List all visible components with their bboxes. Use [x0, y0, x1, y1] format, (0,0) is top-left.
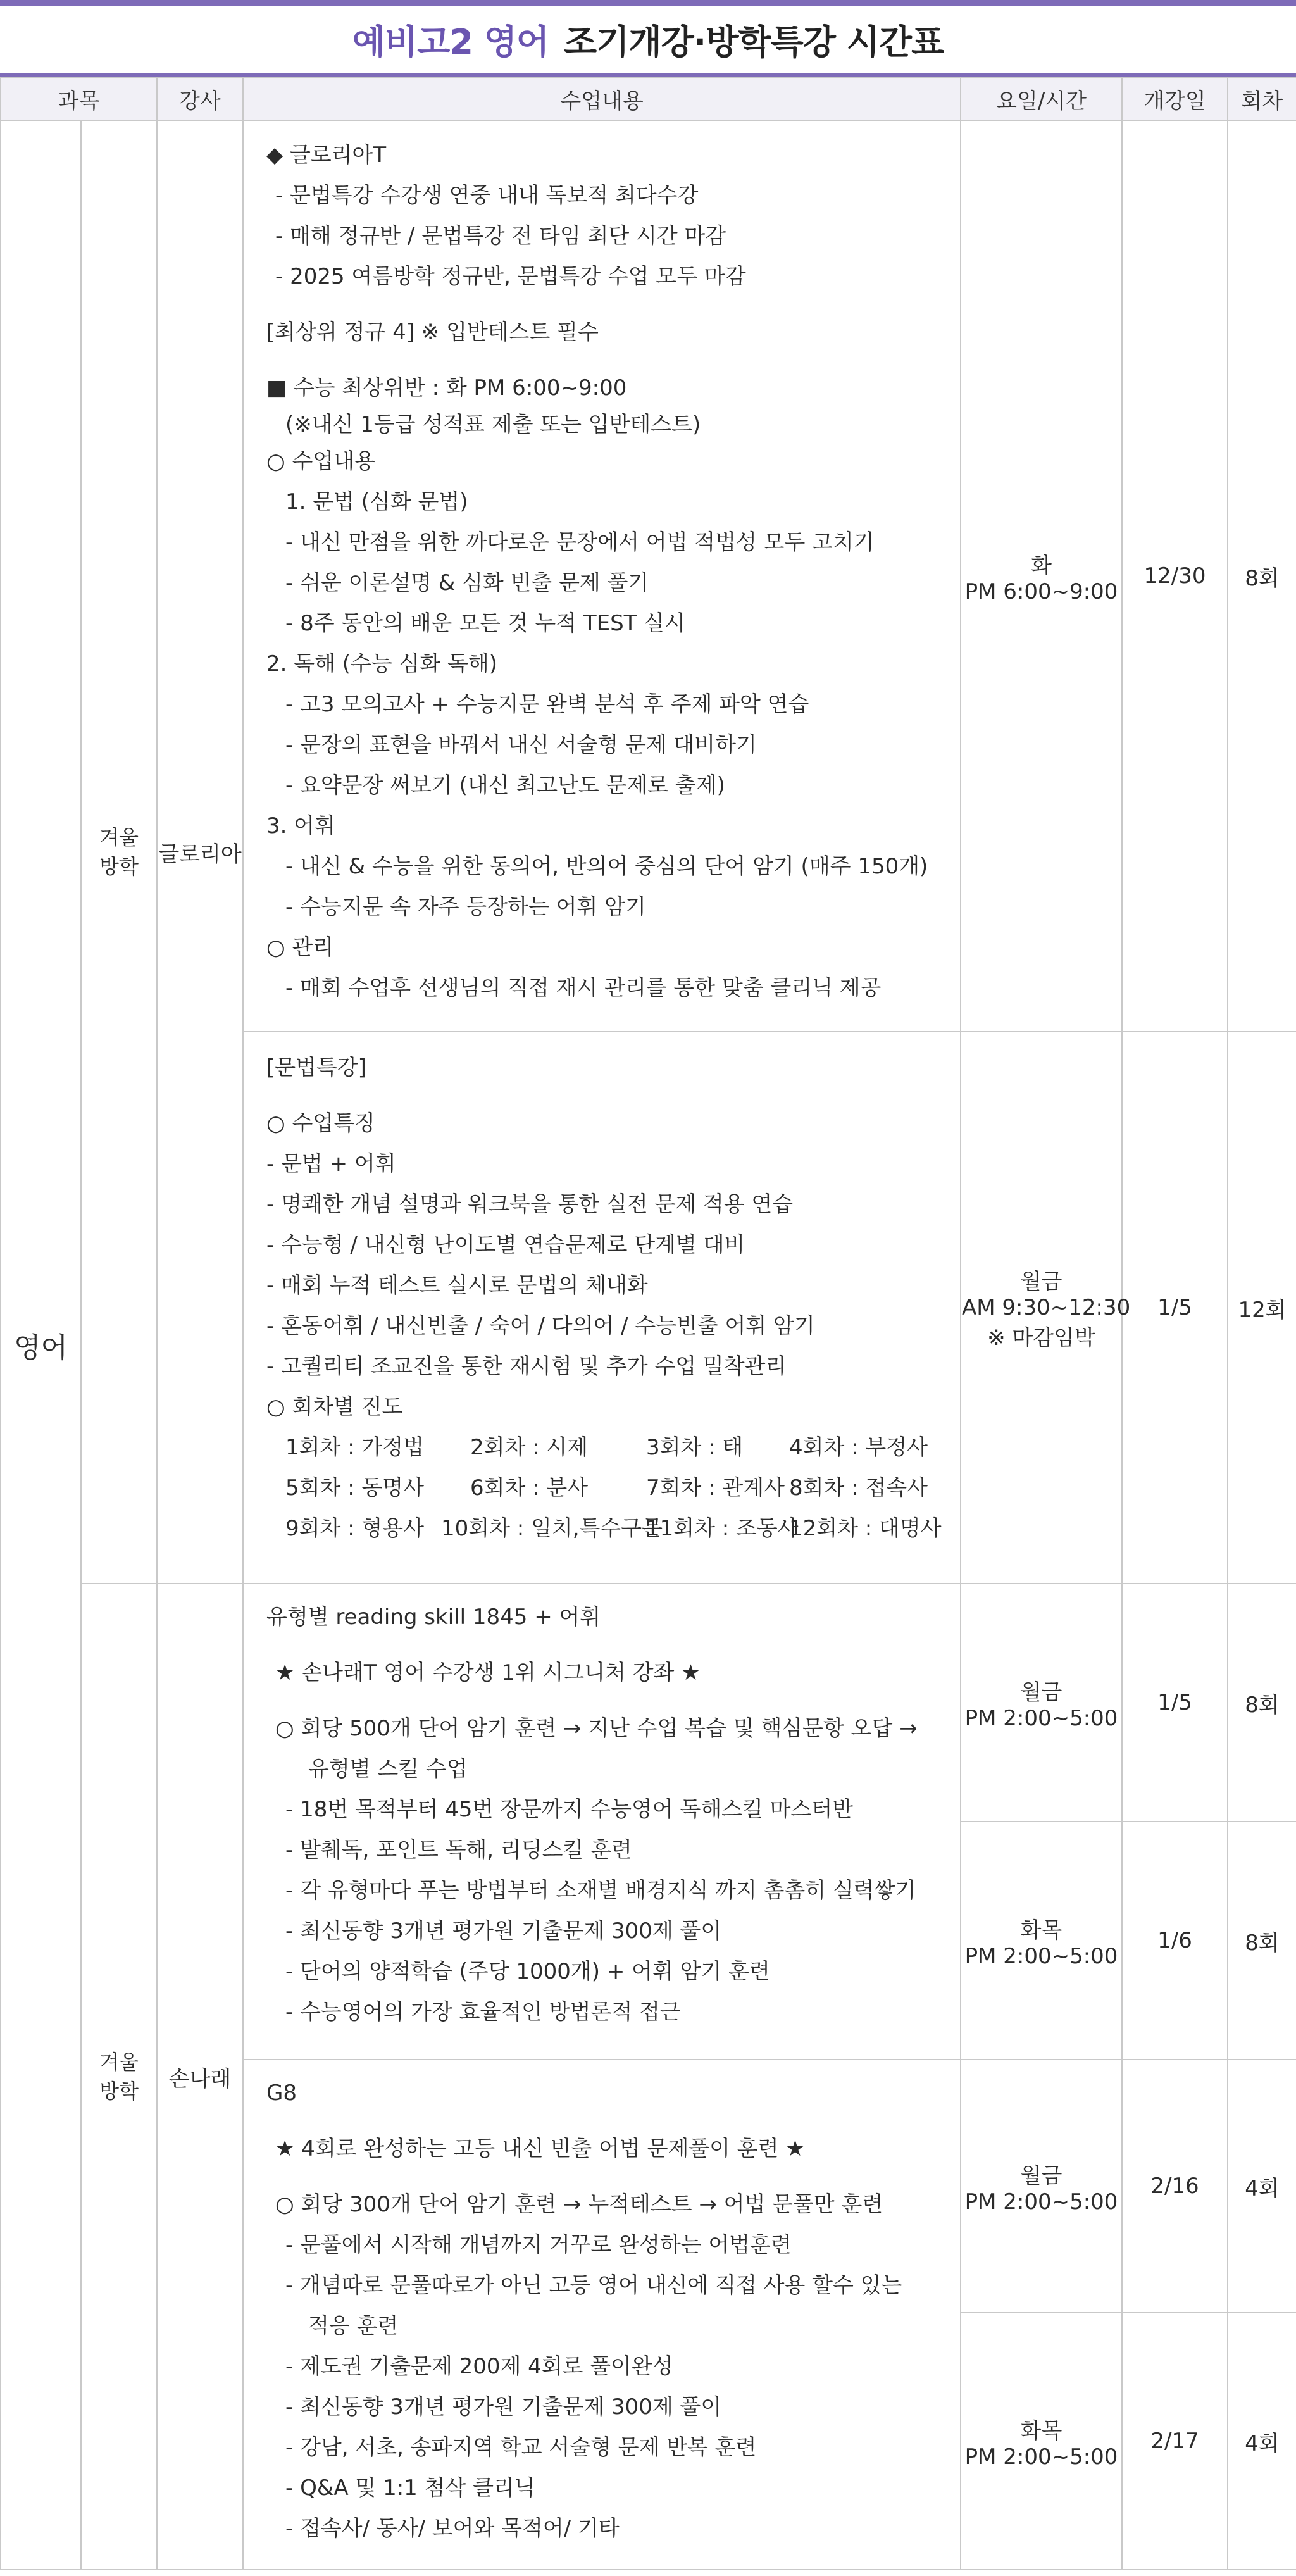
- header-teacher: 강사: [157, 77, 243, 120]
- header-content: 수업내용: [243, 77, 961, 120]
- schedule-time: PM 2:00~5:00: [964, 1943, 1118, 1969]
- schedule-note: ※ 마감임박: [987, 1325, 1095, 1351]
- content-line: - 내신 만점을 위한 까다로운 문장에서 어법 적법성 모두 고치기: [285, 530, 875, 555]
- content-line: 적응 훈련: [308, 2313, 399, 2339]
- content-line: ○ 관리: [266, 935, 334, 960]
- start-date-cell: 1/6: [1122, 1822, 1228, 2060]
- page-title: [0, 0, 1296, 77]
- timetable: [0, 77, 1296, 2570]
- progress-item: 3회차 : 태: [646, 1435, 744, 1460]
- content-line: G8: [266, 2080, 297, 2106]
- content-line: - 각 유형마다 푸는 방법부터 소재별 배경지식 까지 촘촘히 실력쌓기: [285, 1878, 916, 1903]
- schedule-time: PM 2:00~5:00: [964, 2189, 1118, 2215]
- content-line: - 개념따로 문풀따로가 아닌 고등 영어 내신에 직접 사용 할수 있는: [285, 2273, 902, 2298]
- content-line: ■ 수능 최상위반 : 화 PM 6:00~9:00: [266, 375, 627, 401]
- schedule-day: 월금: [1020, 1679, 1062, 1705]
- header-subject: 과목: [1, 77, 157, 120]
- content-line: - 18번 목적부터 45번 장문까지 수능영어 독해스킬 마스터반: [285, 1797, 854, 1822]
- schedule-time: PM 2:00~5:00: [964, 2444, 1118, 2470]
- schedule-day: 월금: [1020, 2163, 1062, 2189]
- content-line: - 매회 수업후 선생님의 직접 재시 관리를 통한 맞춤 클리닉 제공: [285, 975, 882, 1001]
- table-row: [1, 1584, 1296, 1822]
- title-main: 조기개강·방학특강 시간표: [564, 22, 944, 62]
- term-line: 겨울: [99, 825, 139, 849]
- content-line: - 접속사/ 동사/ 보어와 목적어/ 기타: [285, 2516, 620, 2541]
- progress-item: 8회차 : 접속사: [789, 1475, 928, 1501]
- term-line: 방학: [99, 854, 139, 878]
- start-date-cell: 2/17: [1122, 2313, 1228, 2570]
- content-line: 유형별 스킬 수업: [308, 1756, 468, 1782]
- content-line: - 수능지문 속 자주 등장하는 어휘 암기: [285, 894, 646, 920]
- content-line: - 강남, 서초, 송파지역 학교 서술형 문제 반복 훈련: [285, 2435, 757, 2460]
- start-date-cell: 2/16: [1122, 2060, 1228, 2313]
- progress-row: [266, 1427, 945, 1468]
- content-line: - 문법 + 어휘: [266, 1151, 396, 1177]
- subject-cell: 영어: [1, 120, 81, 2570]
- schedule-cell: [961, 120, 1122, 1032]
- course-content: [243, 120, 961, 1032]
- schedule-day: 화목: [1020, 2418, 1062, 2444]
- table-row: [1, 120, 1296, 1032]
- header-schedule: 요일/시간: [961, 77, 1122, 120]
- progress-item: 11회차 : 조동사: [646, 1516, 799, 1541]
- start-date-cell: 12/30: [1122, 120, 1228, 1032]
- table-header-row: [1, 77, 1296, 120]
- term-line: 방학: [99, 2079, 139, 2103]
- content-line: - Q&A 및 1:1 첨삭 클리닉: [285, 2475, 535, 2501]
- schedule-day: 월금: [1020, 1269, 1062, 1294]
- content-line: - 매회 누적 테스트 실시로 문법의 체내화: [266, 1273, 648, 1298]
- start-date-cell: 1/5: [1122, 1584, 1228, 1822]
- content-line: ○ 회당 500개 단어 암기 훈련 → 지난 수업 복습 및 핵심문항 오답 →: [275, 1716, 918, 1741]
- content-line: ○ 수업특징: [266, 1111, 375, 1136]
- sessions-cell: 8회: [1228, 1584, 1296, 1822]
- content-line: ○ 회차별 진도: [266, 1394, 403, 1420]
- content-line: - 단어의 양적학습 (주당 1000개) + 어휘 암기 훈련: [285, 1959, 770, 1984]
- term-cell: [81, 1584, 157, 2570]
- term-cell: [81, 120, 157, 1584]
- schedule-cell: [961, 2060, 1122, 2313]
- content-line: 2. 독해 (수능 심화 독해): [266, 651, 497, 677]
- content-line: ○ 회당 300개 단어 암기 훈련 → 누적테스트 → 어법 문풀만 훈련: [275, 2192, 883, 2217]
- sessions-cell: 8회: [1228, 1822, 1296, 2060]
- content-line: - 요약문장 써보기 (내신 최고난도 문제로 출제): [285, 773, 725, 798]
- content-line: - 8주 동안의 배운 모든 것 누적 TEST 실시: [285, 611, 685, 636]
- progress-row: [266, 1468, 945, 1508]
- progress-item: 5회차 : 동명사: [285, 1475, 424, 1501]
- content-line: - 쉬운 이론설명 & 심화 빈출 문제 풀기: [285, 570, 649, 596]
- content-line: - 문장의 표현을 바꿔서 내신 서술형 문제 대비하기: [285, 732, 757, 758]
- content-line: - 2025 여름방학 정규반, 문법특강 수업 모두 마감: [275, 264, 746, 289]
- content-line: - 최신동향 3개년 평가원 기출문제 300제 풀이: [285, 1918, 722, 1944]
- content-line: 1. 문법 (심화 문법): [285, 489, 468, 515]
- content-line: ○ 수업내용: [266, 449, 375, 474]
- header-start-date: 개강일: [1122, 77, 1228, 120]
- header-sessions: 회차: [1228, 77, 1296, 120]
- schedule-cell: [961, 2313, 1122, 2570]
- content-line: 유형별 reading skill 1845 + 어휘: [266, 1604, 601, 1630]
- progress-item: 6회차 : 분사: [470, 1475, 589, 1501]
- schedule-cell: [961, 1584, 1122, 1822]
- progress-item: 7회차 : 관계사: [646, 1475, 785, 1501]
- schedule-cell: [961, 1822, 1122, 2060]
- content-line: - 최신동향 3개년 평가원 기출문제 300제 풀이: [285, 2394, 722, 2420]
- progress-row: [266, 1508, 945, 1549]
- progress-item: 2회차 : 시제: [470, 1435, 589, 1460]
- sessions-cell: 12회: [1228, 1032, 1296, 1584]
- start-date-cell: 1/5: [1122, 1032, 1228, 1584]
- content-line: - 매해 정규반 / 문법특강 전 타임 최단 시간 마감: [275, 223, 726, 249]
- progress-item: 10회차 : 일치,특수구문: [441, 1516, 663, 1541]
- content-line: - 제도권 기출문제 200제 4회로 풀이완성: [285, 2354, 673, 2379]
- content-line: - 고3 모의고사 + 수능지문 완벽 분석 후 주제 파악 연습: [285, 692, 809, 717]
- sessions-cell: 8회: [1228, 120, 1296, 1032]
- sessions-cell: 4회: [1228, 2313, 1296, 2570]
- schedule-time: PM 2:00~5:00: [964, 1705, 1118, 1731]
- teacher-cell: 손나래: [157, 1584, 243, 2570]
- content-line: - 명쾌한 개념 설명과 워크북을 통한 실전 문제 적용 연습: [266, 1192, 794, 1217]
- schedule-day: 화목: [1020, 1917, 1062, 1943]
- content-line: - 수능영어의 가장 효율적인 방법론적 접근: [285, 1999, 681, 2025]
- progress-item: 12회차 : 대명사: [789, 1516, 942, 1541]
- term-line: 겨울: [99, 2050, 139, 2074]
- schedule-day: 화: [1031, 553, 1052, 578]
- content-line: [최상위 정규 4] ※ 입반테스트 필수: [266, 320, 599, 345]
- content-line: - 고퀄리티 조교진을 통한 재시험 및 추가 수업 밀착관리: [266, 1354, 787, 1379]
- progress-item: 4회차 : 부정사: [789, 1435, 928, 1460]
- progress-item: 1회차 : 가정법: [285, 1435, 424, 1460]
- sessions-cell: 4회: [1228, 2060, 1296, 2313]
- content-line: - 발췌독, 포인트 독해, 리딩스킬 훈련: [285, 1837, 632, 1863]
- content-line: 3. 어휘: [266, 813, 335, 839]
- schedule-time: AM 9:30~12:30: [962, 1295, 1131, 1320]
- course-content: [243, 2060, 961, 2570]
- content-line: ◆ 글로리아T: [266, 142, 387, 168]
- content-line: - 문법특강 수강생 연중 내내 독보적 최다수강: [275, 183, 699, 208]
- schedule-cell: [961, 1032, 1131, 1584]
- content-line: - 수능형 / 내신형 난이도별 연습문제로 단계별 대비: [266, 1232, 745, 1258]
- progress-item: 9회차 : 형용사: [285, 1516, 424, 1541]
- course-content: [243, 1584, 961, 2060]
- content-line: (※내신 1등급 성적표 제출 또는 입반테스트): [285, 412, 701, 437]
- content-line: ★ 손나래T 영어 수강생 1위 시그니처 강좌 ★: [275, 1660, 701, 1685]
- schedule-time: PM 6:00~9:00: [964, 578, 1118, 604]
- content-line: - 혼동어휘 / 내신빈출 / 숙어 / 다의어 / 수능빈출 어휘 암기: [266, 1313, 815, 1339]
- content-line: - 내신 & 수능을 위한 동의어, 반의어 중심의 단어 암기 (매주 150개): [285, 854, 928, 879]
- content-line: - 문풀에서 시작해 개념까지 거꾸로 완성하는 어법훈련: [285, 2232, 792, 2258]
- content-line: ★ 4회로 완성하는 고등 내신 빈출 어법 문제풀이 훈련 ★: [275, 2136, 805, 2161]
- content-line: [문법특강]: [266, 1055, 366, 1080]
- course-content: [243, 1032, 961, 1584]
- title-accent: 예비고2 영어: [352, 22, 549, 62]
- teacher-cell: 글로리아: [157, 120, 243, 1584]
